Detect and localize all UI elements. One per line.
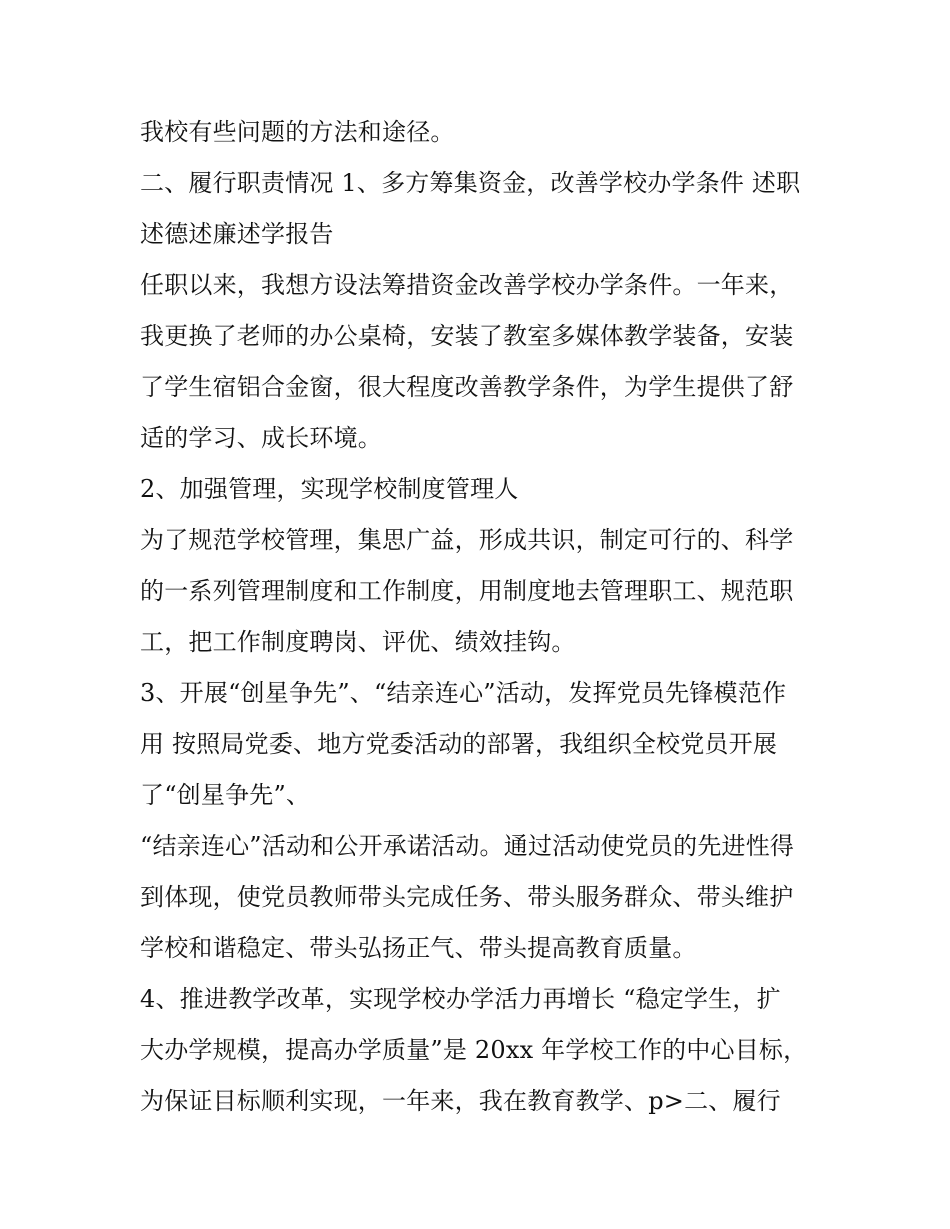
text-line: “结亲连心”活动和公开承诺活动。通过活动使党员的先进性得 bbox=[140, 832, 795, 860]
text-line: 工，把工作制度聘岗、评优、绩效挂钩。 bbox=[140, 628, 576, 656]
text-line: 到体现，使党员教师带头完成任务、带头服务群众、带头维护 bbox=[140, 883, 794, 911]
text-line: 为了规范学校管理，集思广益，形成共识，制定可行的、科学 bbox=[140, 526, 794, 554]
text-line: 二、履行职责情况 1、多方筹集资金，改善学校办学条件 述职 bbox=[140, 169, 801, 197]
text-line: 大办学规模，提高办学质量”是 20xx 年学校工作的中心目标， bbox=[140, 1036, 808, 1064]
text-line: 的一系列管理制度和工作制度，用制度地去管理职工、规范职 bbox=[140, 577, 794, 605]
text-line: 4、推进教学改革，实现学校办学活力再增长 “稳定学生，扩 bbox=[140, 985, 781, 1013]
text-line: 2、加强管理，实现学校制度管理人 bbox=[140, 475, 519, 503]
text-line: 我校有些问题的方法和途径。 bbox=[140, 118, 455, 146]
text-line: 了“创星争先”、 bbox=[140, 781, 311, 809]
text-line: 了学生宿铝合金窗，很大程度改善教学条件，为学生提供了舒 bbox=[140, 373, 794, 401]
document-body bbox=[140, 107, 820, 1127]
text-line: 述德述廉述学报告 bbox=[140, 220, 334, 248]
text-line: 学校和谐稳定、带头弘扬正气、带头提高教育质量。 bbox=[140, 934, 697, 962]
text-line: 任职以来，我想方设法筹措资金改善学校办学条件。一年来， bbox=[140, 271, 794, 299]
text-line: 我更换了老师的办公桌椅，安装了教室多媒体教学装备，安装 bbox=[140, 322, 794, 350]
text-line: 3、开展“创星争先”、“结亲连心”活动，发挥党员先锋模范作 bbox=[140, 679, 787, 707]
text-line: 为保证目标顺利实现，一年来，我在教育教学、p>二、履行 bbox=[140, 1087, 781, 1115]
text-line: 用 按照局党委、地方党委活动的部署，我组织全校党员开展 bbox=[140, 730, 778, 758]
text-line: 适的学习、成长环境。 bbox=[140, 424, 382, 452]
